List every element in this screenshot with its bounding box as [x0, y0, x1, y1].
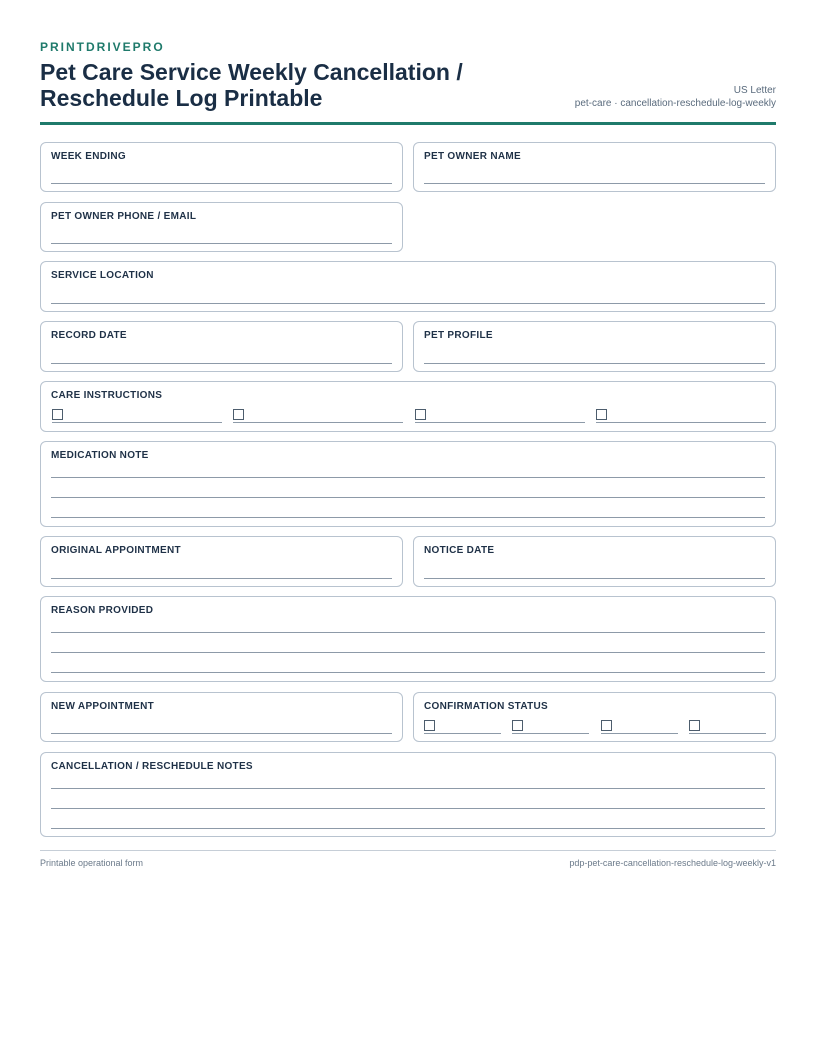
care-instructions-field	[40, 381, 776, 432]
week-ending-label: WEEK ENDING	[51, 151, 126, 162]
confirmation-status-field	[413, 692, 776, 742]
footer-right: pdp-pet-care-cancellation-reschedule-log-weekly-v1	[569, 858, 776, 868]
write-line[interactable]	[51, 632, 765, 633]
checkbox[interactable]	[424, 720, 435, 731]
checkbox[interactable]	[233, 409, 244, 420]
checkbox-write-line[interactable]	[52, 422, 222, 423]
service-location-field[interactable]	[40, 261, 776, 312]
footer-left: Printable operational form	[40, 858, 144, 868]
write-line[interactable]	[51, 363, 392, 364]
paper-size: US Letter	[733, 85, 776, 96]
write-line[interactable]	[424, 578, 765, 579]
medication-note-label: MEDICATION NOTE	[51, 450, 149, 461]
pet-owner-name-field[interactable]	[413, 142, 776, 192]
checkbox-write-line[interactable]	[415, 422, 585, 423]
write-line[interactable]	[51, 733, 392, 734]
write-line[interactable]	[424, 363, 765, 364]
write-line[interactable]	[51, 828, 765, 829]
original-appointment-field[interactable]	[40, 536, 403, 587]
reason-provided-field[interactable]	[40, 596, 776, 682]
care-instructions-label: CARE INSTRUCTIONS	[51, 390, 163, 401]
write-line[interactable]	[51, 497, 765, 498]
page-title: Pet Care Service Weekly Cancellation / Reschedule Log Printable	[40, 59, 463, 111]
new-appointment-label: NEW APPOINTMENT	[51, 701, 155, 712]
checkbox[interactable]	[512, 720, 523, 731]
pet-owner-name-label: PET OWNER NAME	[424, 151, 521, 162]
checkbox[interactable]	[52, 409, 63, 420]
original-appointment-label: ORIGINAL APPOINTMENT	[51, 545, 181, 556]
service-location-label: SERVICE LOCATION	[51, 270, 154, 281]
notes-label: CANCELLATION / RESCHEDULE NOTES	[51, 761, 253, 772]
record-date-field[interactable]	[40, 321, 403, 372]
write-line[interactable]	[51, 303, 765, 304]
confirmation-status-label: CONFIRMATION STATUS	[424, 701, 549, 712]
pet-owner-contact-label: PET OWNER PHONE / EMAIL	[51, 211, 197, 222]
brand-name: PRINTDRIVEPRO	[40, 40, 165, 54]
notice-date-field[interactable]	[413, 536, 776, 587]
new-appointment-field[interactable]	[40, 692, 403, 742]
checkbox-write-line[interactable]	[596, 422, 766, 423]
write-line[interactable]	[51, 183, 392, 184]
checkbox-write-line[interactable]	[689, 733, 766, 734]
reason-provided-label: REASON PROVIDED	[51, 605, 154, 616]
pet-owner-contact-field[interactable]	[40, 202, 403, 252]
notes-field[interactable]	[40, 752, 776, 837]
checkbox[interactable]	[689, 720, 700, 731]
checkbox-write-line[interactable]	[233, 422, 403, 423]
pet-profile-field[interactable]	[413, 321, 776, 372]
footer-rule	[40, 850, 776, 851]
checkbox[interactable]	[415, 409, 426, 420]
pet-profile-label: PET PROFILE	[424, 330, 493, 341]
write-line[interactable]	[51, 788, 765, 789]
checkbox[interactable]	[596, 409, 607, 420]
write-line[interactable]	[51, 808, 765, 809]
page-header	[40, 40, 776, 126]
write-line[interactable]	[51, 477, 765, 478]
checkbox[interactable]	[601, 720, 612, 731]
page-meta	[575, 84, 776, 110]
medication-note-field[interactable]	[40, 441, 776, 527]
checkbox-write-line[interactable]	[512, 733, 589, 734]
form-category: pet-care · cancellation-reschedule-log-weekly	[574, 98, 776, 109]
write-line[interactable]	[51, 517, 765, 518]
header-rule	[40, 122, 776, 125]
write-line[interactable]	[51, 243, 392, 244]
checkbox-write-line[interactable]	[424, 733, 501, 734]
write-line[interactable]	[51, 652, 765, 653]
notice-date-label: NOTICE DATE	[424, 545, 495, 556]
week-ending-field[interactable]	[40, 142, 403, 192]
write-line[interactable]	[51, 672, 765, 673]
record-date-label: RECORD DATE	[51, 330, 127, 341]
write-line[interactable]	[424, 183, 765, 184]
checkbox-write-line[interactable]	[601, 733, 678, 734]
write-line[interactable]	[51, 578, 392, 579]
